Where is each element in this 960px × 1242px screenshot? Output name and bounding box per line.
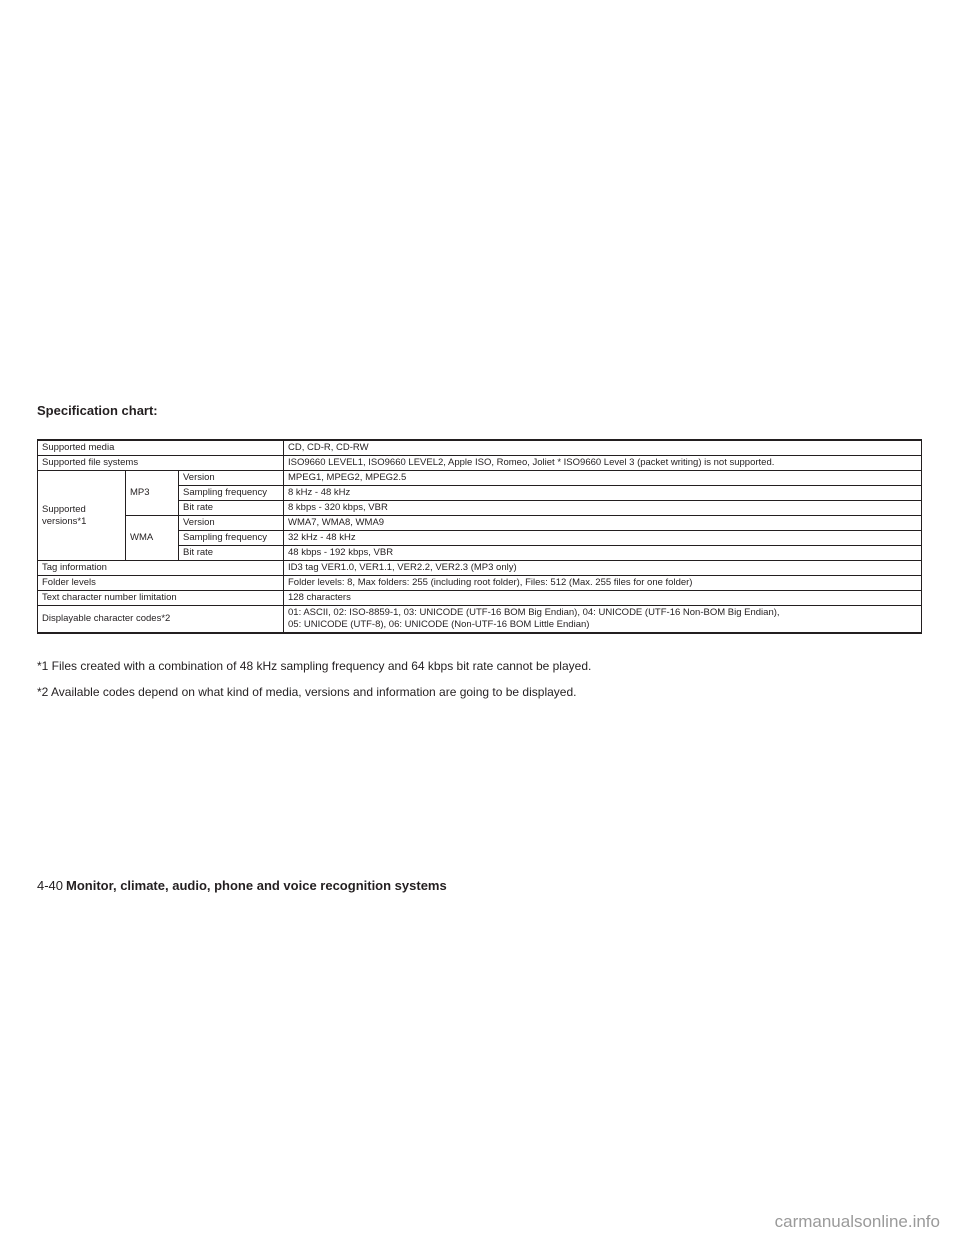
row-value: CD, CD-R, CD-RW (284, 440, 922, 456)
footnote-1: *1 Files created with a combination of 48 kHz sampling frequency and 64 kbps bit rate cannot be played. (37, 659, 592, 673)
table-row (38, 471, 922, 486)
row-value (284, 606, 922, 634)
row-value: 8 kbps - 320 kbps, VBR (284, 501, 922, 516)
row-sublabel: Version (179, 516, 284, 531)
row-value: Folder levels: 8, Max folders: 255 (including root folder), Files: 512 (Max. 255 files for one folder) (284, 576, 922, 591)
codes-line-1: 01: ASCII, 02: ISO-8859-1, 03: UNICODE (UTF-16 BOM Big Endian), 04: UNICODE (UTF-16 Non-BOM Big Endian), (288, 607, 780, 618)
table-row (38, 561, 922, 576)
mp3-label: MP3 (126, 471, 179, 516)
row-value: 32 kHz - 48 kHz (284, 531, 922, 546)
row-sublabel: Bit rate (179, 546, 284, 561)
page-footer (37, 878, 447, 893)
specification-table (37, 439, 922, 634)
row-value: MPEG1, MPEG2, MPEG2.5 (284, 471, 922, 486)
table-row (38, 456, 922, 471)
row-label: Folder levels (38, 576, 284, 591)
row-sublabel: Sampling frequency (179, 531, 284, 546)
table-row (38, 516, 922, 531)
section-title: Monitor, climate, audio, phone and voice recognition systems (66, 878, 447, 893)
row-value: ISO9660 LEVEL1, ISO9660 LEVEL2, Apple ISO, Romeo, Joliet * ISO9660 Level 3 (packet writing) is not supported. (284, 456, 922, 471)
page-number: 4-40 (37, 878, 64, 893)
row-label: Supported file systems (38, 456, 284, 471)
row-value: 48 kbps - 192 kbps, VBR (284, 546, 922, 561)
table-row (38, 440, 922, 456)
row-value: ID3 tag VER1.0, VER1.1, VER2.2, VER2.3 (MP3 only) (284, 561, 922, 576)
row-label: Displayable character codes*2 (38, 606, 284, 634)
wma-label: WMA (126, 516, 179, 561)
row-value: 8 kHz - 48 kHz (284, 486, 922, 501)
row-label: Text character number limitation (38, 591, 284, 606)
supported-versions-label: Supported versions*1 (38, 471, 126, 561)
row-label: Supported media (38, 440, 284, 456)
watermark: carmanualsonline.info (774, 1212, 940, 1231)
row-sublabel: Sampling frequency (179, 486, 284, 501)
table-row (38, 576, 922, 591)
row-value: 128 characters (284, 591, 922, 606)
row-sublabel: Bit rate (179, 501, 284, 516)
chart-heading: Specification chart: (37, 403, 158, 418)
table-row (38, 606, 922, 634)
row-sublabel: Version (179, 471, 284, 486)
row-value: WMA7, WMA8, WMA9 (284, 516, 922, 531)
codes-line-2: 05: UNICODE (UTF-8), 06: UNICODE (Non-UTF-16 BOM Little Endian) (288, 619, 590, 630)
table-row (38, 591, 922, 606)
footnote-2: *2 Available codes depend on what kind of media, versions and information are going to be displayed. (37, 685, 577, 699)
row-label: Tag information (38, 561, 284, 576)
